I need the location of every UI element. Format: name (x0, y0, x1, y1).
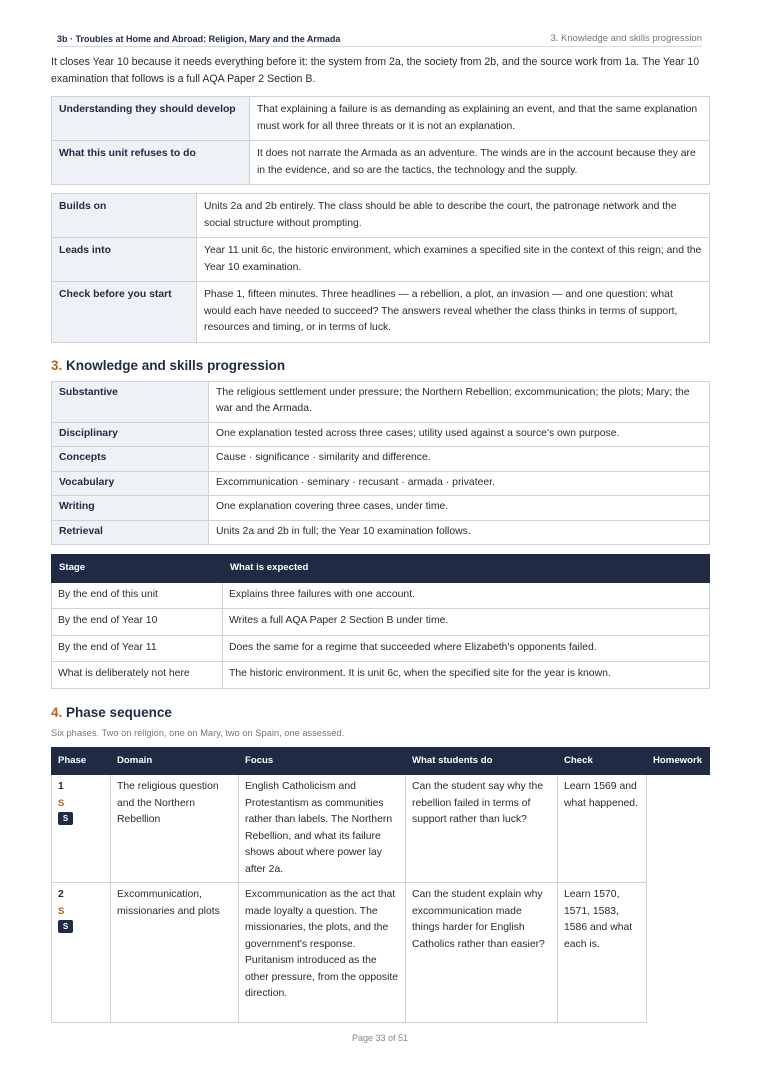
focus-cell: Excommunication as the act that made loyalty a question. The missionaries, the plots, and the government's response. Puritanism introduced as the other pressure, from the opposite direction. (239, 883, 406, 1023)
section-number: 4. (51, 704, 63, 720)
stage-cell: By the end of Year 10 (52, 609, 223, 636)
phase-marker: S (58, 797, 65, 809)
column-header: Homework (647, 747, 710, 775)
section-4-heading (51, 704, 710, 722)
stage-table (51, 554, 710, 689)
table-header-row (52, 555, 710, 583)
page-footer: Page 33 of 51 (351, 1033, 409, 1043)
table-row (52, 635, 710, 662)
column-header: What is expected (223, 555, 710, 583)
phase-badge: S (58, 812, 73, 825)
row-value: Units 2a and 2b in full; the Year 10 examination follows. (209, 520, 710, 545)
column-header: What students do (406, 747, 558, 775)
understanding-table (51, 96, 710, 185)
section-title: 3. Knowledge and skills progression (550, 33, 702, 44)
table-header-row (52, 747, 710, 775)
table-row (52, 662, 710, 689)
table-row (52, 282, 710, 343)
homework-cell (647, 775, 710, 883)
phase-number: 2 (58, 889, 64, 900)
column-header: Focus (239, 747, 406, 775)
check-cell: Learn 1569 and what happened. (558, 775, 647, 883)
phase-number: 1 (58, 781, 64, 792)
table-row (52, 609, 710, 636)
table-row (52, 422, 710, 447)
table-row (52, 381, 710, 422)
row-label: Understanding they should develop (52, 97, 250, 141)
document-page (51, 26, 710, 1023)
running-header (57, 26, 702, 47)
row-label: Leads into (52, 238, 197, 282)
table-row (52, 471, 710, 496)
stage-cell: By the end of this unit (52, 582, 223, 609)
section-3-heading (51, 357, 710, 375)
row-label: Substantive (52, 381, 209, 422)
check-cell: Learn 1570, 1571, 1583, 1586 and what each is. (558, 883, 647, 1023)
table-row (52, 520, 710, 545)
expected-cell: Does the same for a regime that succeeded where Elizabeth's opponents failed. (223, 635, 710, 662)
table-row (52, 775, 710, 883)
expected-cell: Explains three failures with one account. (223, 582, 710, 609)
row-value: Excommunication · seminary · recusant · armada · privateer. (209, 471, 710, 496)
table-row (52, 97, 710, 141)
column-header: Domain (111, 747, 239, 775)
column-header: Phase (52, 747, 111, 775)
row-value: One explanation tested across three cases; utility used against a source's own purpose. (209, 422, 710, 447)
phase-marker: S (58, 905, 65, 917)
row-label: What this unit refuses to do (52, 141, 250, 185)
table-row (52, 447, 710, 472)
row-value: Cause · significance · similarity and difference. (209, 447, 710, 472)
row-label: Builds on (52, 194, 197, 238)
unit-title: 3b · Troubles at Home and Abroad: Religion, Mary and the Armada (57, 34, 341, 44)
homework-cell (647, 883, 710, 1023)
students-cell: Can the student explain why excommunication made things harder for English Catholics rather than easier? (406, 883, 558, 1023)
expected-cell: The historic environment. It is unit 6c, when the specified site for the year is known. (223, 662, 710, 689)
expected-cell: Writes a full AQA Paper 2 Section B under time. (223, 609, 710, 636)
section-number: 3. (51, 357, 63, 373)
progression-table (51, 381, 710, 546)
domain-cell: The religious question and the Northern Rebellion (111, 775, 239, 883)
table-row (52, 238, 710, 282)
row-value: Units 2a and 2b entirely. The class should be able to describe the court, the patronage network and the social structure without prompting. (197, 194, 710, 238)
stage-cell: What is deliberately not here (52, 662, 223, 689)
table-row (52, 194, 710, 238)
row-label: Concepts (52, 447, 209, 472)
section-heading-text: Phase sequence (66, 704, 172, 720)
stage-cell: By the end of Year 11 (52, 635, 223, 662)
domain-cell: Excommunication, missionaries and plots (111, 883, 239, 1023)
row-label: Writing (52, 496, 209, 521)
students-cell: Can the student say why the rebellion failed in terms of support rather than luck? (406, 775, 558, 883)
row-label: Disciplinary (52, 422, 209, 447)
table-row (52, 582, 710, 609)
table-row (52, 141, 710, 185)
row-value: Phase 1, fifteen minutes. Three headlines — a rebellion, a plot, an invasion — and one question: what would each have needed to succeed? The answers reveal whether the class thinks in terms of support, resources and timing, or in terms of luck. (197, 282, 710, 343)
row-value: The religious settlement under pressure; the Northern Rebellion; excommunication; the plots; Mary; the war and the Armada. (209, 381, 710, 422)
column-header: Stage (52, 555, 223, 583)
section-heading-text: Knowledge and skills progression (66, 357, 286, 373)
phase-badge: S (58, 920, 73, 933)
row-value: It does not narrate the Armada as an adventure. The winds are in the account because they are in the evidence, and so are the tactics, the technology and the supply. (250, 141, 710, 185)
intro-paragraph: It closes Year 10 because it needs everything before it: the system from 2a, the society from 2b, and the source work from 1a. The Year 10 examination that follows is a full AQA Paper 2 Section B. (51, 56, 700, 85)
row-label: Retrieval (52, 520, 209, 545)
section-subtitle: Six phases. Two on religion, one on Mary, two on Spain, one assessed. (51, 727, 345, 738)
row-value: That explaining a failure is as demanding as explaining an event, and that the same explanation must work for all three threats or it is not an explanation. (250, 97, 710, 141)
row-label: Check before you start (52, 282, 197, 343)
column-header: Check (558, 747, 647, 775)
phase-cell (52, 883, 111, 1023)
table-row (52, 883, 710, 1023)
phase-table (51, 747, 710, 1024)
row-label: Vocabulary (52, 471, 209, 496)
phase-cell (52, 775, 111, 883)
links-table (51, 193, 710, 343)
table-row (52, 496, 710, 521)
row-value: One explanation covering three cases, under time. (209, 496, 710, 521)
focus-cell: English Catholicism and Protestantism as communities rather than labels. The Northern Rebellion, and what its failure shows about where power lay after 2a. (239, 775, 406, 883)
row-value: Year 11 unit 6c, the historic environment, which examines a specified site in the context of this reign; and the Year 10 examination. (197, 238, 710, 282)
